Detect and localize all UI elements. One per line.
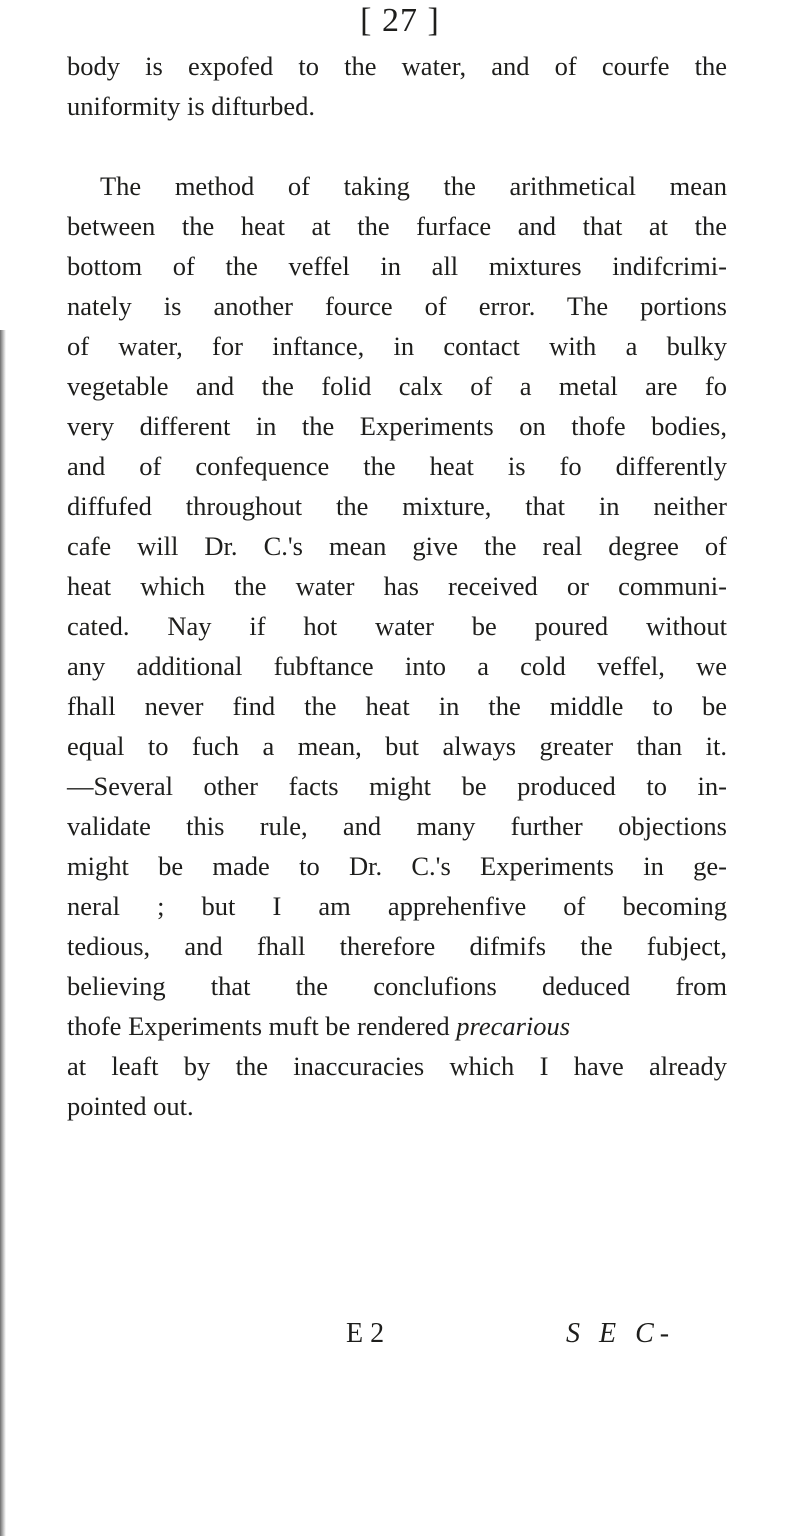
text-line: body is expofed to the water, and of courfe the xyxy=(67,51,727,81)
text-line: vegetable and the folid calx of a metal are fo xyxy=(67,371,727,401)
text-line: cafe will Dr. C.'s mean give the real degree of xyxy=(67,531,727,561)
signature-mark: E 2 xyxy=(346,1318,385,1349)
text-line: —Several other facts might be produced to in- xyxy=(67,771,727,801)
text-line: equal to fuch a mean, but always greater than it. xyxy=(67,731,727,761)
text-line: any additional fubftance into a cold veffel, we xyxy=(67,651,727,681)
text-line: bottom of the veffel in all mixtures indifcrimi- xyxy=(67,251,727,281)
emphasis-word: precarious xyxy=(456,1011,571,1041)
text-line: at leaft by the inaccuracies which I have already xyxy=(67,1051,727,1081)
text-line: neral ; but I am apprehenfive of becoming xyxy=(67,891,727,921)
text-line: pointed out. xyxy=(67,1091,194,1121)
text-line: believing that the conclufions deduced from xyxy=(67,971,727,1001)
text-line: very different in the Experiments on thofe bodies, xyxy=(67,411,727,441)
text-line: might be made to Dr. C.'s Experiments in ge- xyxy=(67,851,727,881)
page-number-header: [ 27 ] xyxy=(360,2,440,39)
text-line: thofe Experiments muft be rendered xyxy=(67,1011,450,1041)
text-line-with-emphasis xyxy=(67,1006,727,1046)
text-line: diffufed throughout the mixture, that in neither xyxy=(67,491,727,521)
paragraph-first-line: The method of taking the arithmetical mean xyxy=(100,171,727,201)
text-line: between the heat at the furface and that at the xyxy=(67,211,727,241)
binding-shadow xyxy=(0,330,6,1536)
text-line: heat which the water has received or communi- xyxy=(67,571,727,601)
text-line: nately is another fource of error. The portions xyxy=(67,291,727,321)
catchword: S E C- xyxy=(566,1318,676,1349)
text-line: validate this rule, and many further objections xyxy=(67,811,727,841)
text-line: tedious, and fhall therefore difmifs the fubject, xyxy=(67,931,727,961)
text-line: and of confequence the heat is fo differently xyxy=(67,451,727,481)
text-line: cated. Nay if hot water be poured without xyxy=(67,611,727,641)
text-line: uniformity is difturbed. xyxy=(67,91,316,121)
text-line: fhall never find the heat in the middle to be xyxy=(67,691,727,721)
text-line: of water, for inftance, in contact with a bulky xyxy=(67,331,727,361)
